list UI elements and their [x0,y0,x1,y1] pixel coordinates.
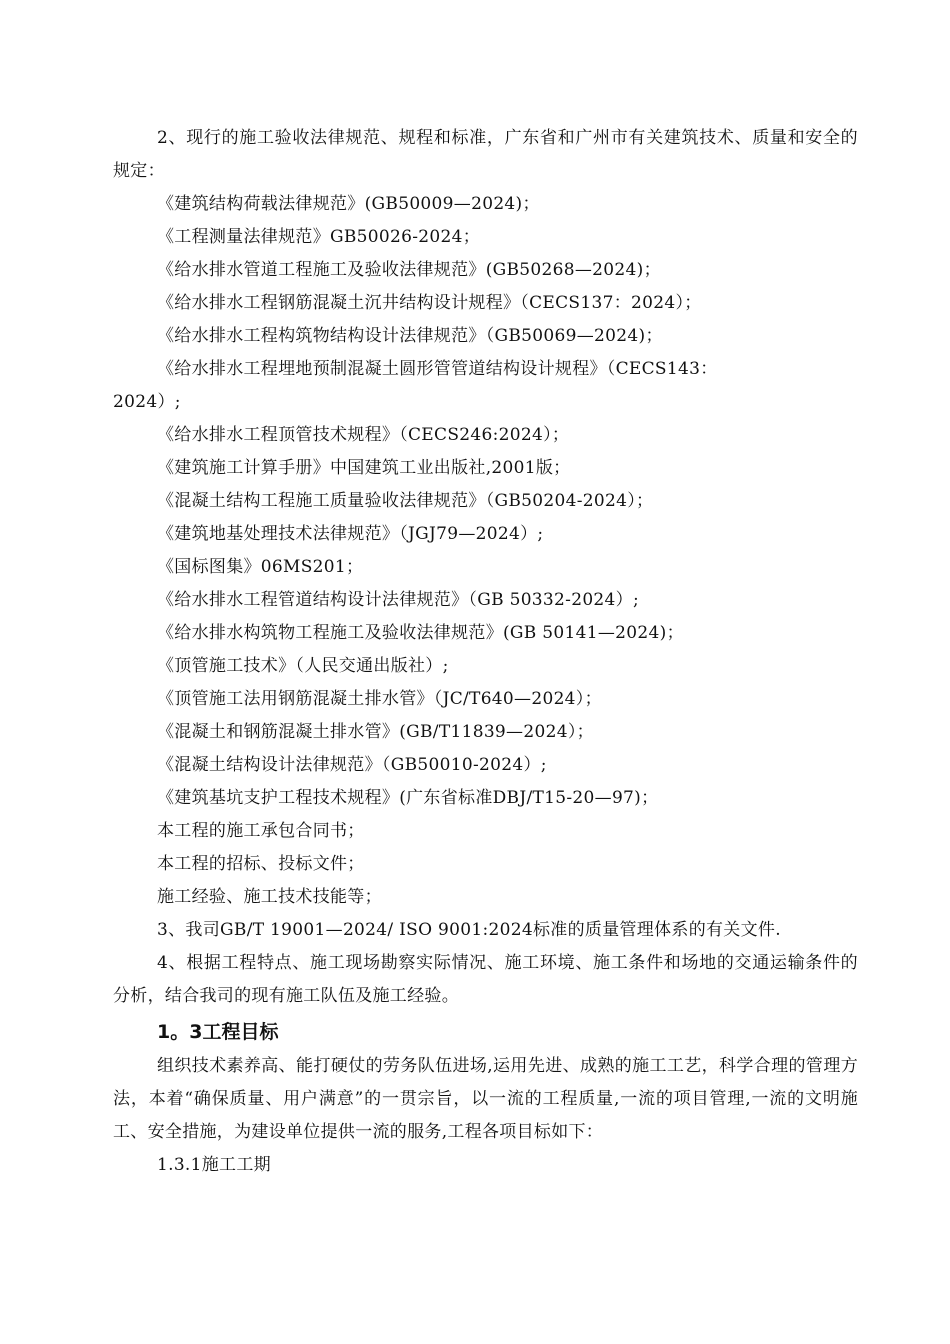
reference-item: 《给水排水工程顶管技术规程》（CECS246:2024）； [157,425,570,445]
reference-item: 本工程的招标、投标文件； [157,854,365,874]
reference-item: 《混凝土和钢筋混凝土排水管》(GB/T11839—2024）； [157,722,594,742]
paragraph-project-goals: 组织技术素养高、能打硬仗的劳务队伍进场,运用先进、成熟的施工工艺，科学合理的管理方法，本着“确保质量、用户满意”的一贯宗旨，以一流的工程质量,一流的项目管理,一流的文明施工、安全措施，为建设单位提供一流的服务,工程各项目标如下： [113,1056,858,1142]
section-heading-project-goals: 1。3工程目标 [157,1021,279,1043]
reference-item: 《顶管施工技术》（人民交通出版社）; [157,656,449,676]
reference-item: 《国标图集》06MS201； [157,557,364,577]
subsection-heading-schedule: 1.3.1施工工期 [157,1155,271,1175]
reference-item: 《混凝土结构工程施工质量验收法律规范》（GB50204-2024）； [157,491,654,511]
reference-item: 《建筑基坑支护工程技术规程》(广东省标准DBJ/T15-20—97)； [157,788,659,808]
reference-item: 《顶管施工法用钢筋混凝土排水管》（JC/T640—2024）； [157,689,602,709]
reference-item: 施工经验、施工技术技能等； [157,887,382,907]
reference-item: 《混凝土结构设计法律规范》（GB50010-2024）; [157,755,547,775]
reference-item: 《建筑施工计算手册》中国建筑工业出版社,2001版； [157,458,571,478]
document-body [113,122,858,1182]
reference-item: 《给水排水管道工程施工及验收法律规范》(GB50268—2024)； [157,260,661,280]
reference-item: 《建筑地基处理技术法律规范》（JGJ79—2024）; [157,524,544,544]
reference-item: 《给水排水工程钢筋混凝土沉井结构设计规程》（CECS137：2024）； [157,293,702,313]
paragraph-project-basis: 4、根据工程特点、施工现场勘察实际情况、施工环境、施工条件和场地的交通运输条件的分析，结合我司的现有施工队伍及施工经验。 [113,953,858,1006]
reference-item: 《给水排水工程管道结构设计法律规范》（GB 50332-2024）; [157,590,639,610]
reference-item: 《建筑结构荷载法律规范》(GB50009—2024)； [157,194,540,214]
reference-item: 《给水排水工程构筑物结构设计法律规范》（GB50069—2024)； [157,326,663,346]
reference-item: 《工程测量法律规范》GB50026-2024； [157,227,481,247]
reference-item: 《给水排水工程埋地预制混凝土圆形管管道结构设计规程》（CECS143： [157,359,718,379]
paragraph-quality-system: 3、我司GB/T 19001—2024/ ISO 9001:2024标准的质量管理体系的有关文件. [157,920,781,940]
reference-item: 本工程的施工承包合同书； [157,821,365,841]
reference-item-continuation: 2024）; [113,392,181,412]
paragraph-regulations-intro: 2、现行的施工验收法律规范、规程和标准，广东省和广州市有关建筑技术、质量和安全的规定： [113,128,858,181]
reference-item: 《给水排水构筑物工程施工及验收法律规范》(GB 50141—2024)； [157,623,684,643]
